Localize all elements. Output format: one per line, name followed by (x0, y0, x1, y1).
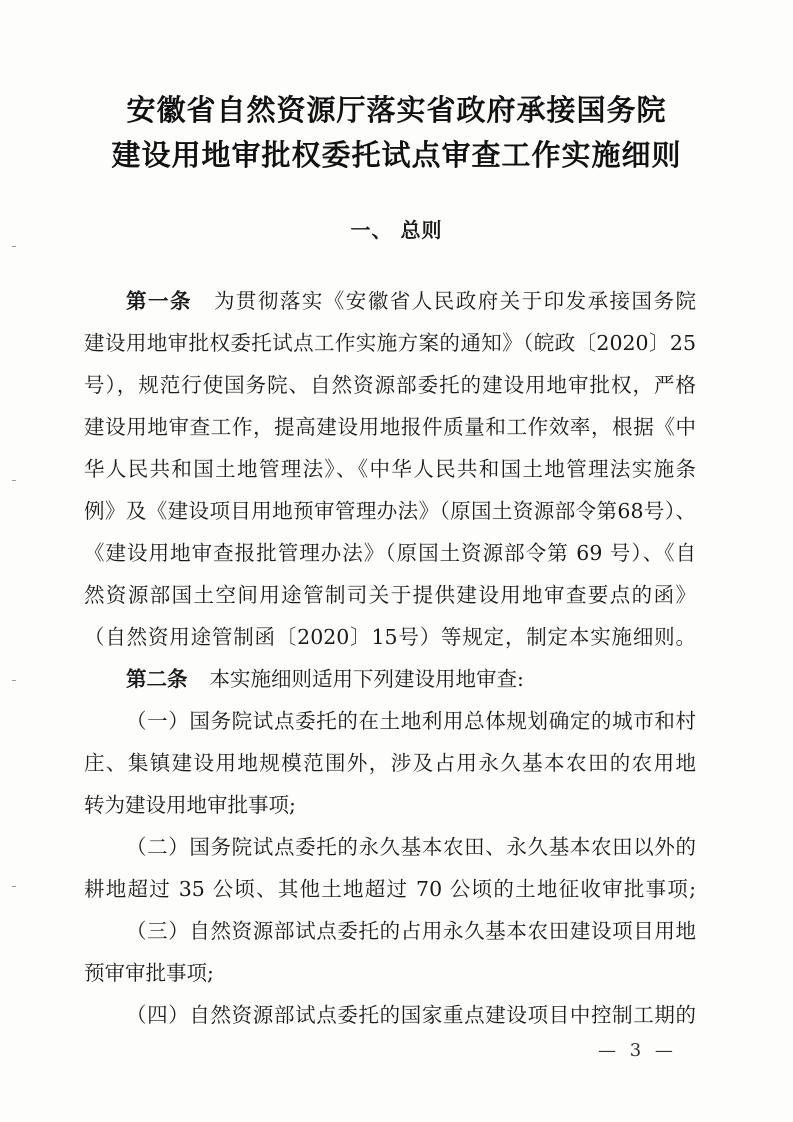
article-1-label: 第一条 (126, 289, 192, 313)
item-2-line-2: 耕地超过 35 公顷、其他土地超过 70 公顷的土地征收审批事项; (84, 877, 696, 901)
article-1-line-4: 建设用地审查工作，提高建设用地报件质量和工作效率，根据《中 (84, 415, 696, 439)
margin-mark (12, 680, 16, 681)
article-1-line-9: （自然资用途管制函〔2020〕15号）等规定，制定本实施细则。 (84, 625, 696, 649)
article-2-line-1 (126, 669, 696, 690)
article-2-intro: 本实施细则适用下列建设用地审查: (209, 667, 524, 691)
item-1-line-1: （一）国务院试点委托的在土地利用总体规划确定的城市和村 (126, 709, 696, 733)
item-3-line-2: 预审审批事项; (84, 961, 214, 985)
article-1-line-3: 号），规范行使国务院、自然资源部委托的建设用地审批权，严格 (84, 373, 696, 397)
section-heading: 一、 总则 (350, 218, 443, 242)
margin-mark (12, 886, 16, 887)
article-1-line-2: 建设用地审批权委托试点工作实施方案的通知》（皖政〔2020〕25 (84, 331, 696, 355)
margin-mark (12, 480, 16, 481)
article-1-text: 为贯彻落实《安徽省人民政府关于印发承接国务院 (213, 289, 696, 313)
article-1-line-8: 然资源部国土空间用途管制司关于提供建设用地审查要点的函》 (84, 583, 696, 607)
document-title-line-2: 建设用地审批权委托试点审查工作实施细则 (111, 138, 682, 172)
article-1-line-5: 华人民共和国土地管理法》、《中华人民共和国土地管理法实施条 (84, 457, 696, 481)
page-number: — 3 — (598, 1040, 677, 1061)
article-1-line-6: 例》及《建设项目用地预审管理办法》（原国土资源部令第68号）、 (84, 499, 696, 523)
item-4-line-1: （四）自然资源部试点委托的国家重点建设项目中控制工期的 (126, 1003, 696, 1027)
margin-mark (12, 246, 16, 247)
item-2-line-1: （二）国务院试点委托的永久基本农田、永久基本农田以外的 (126, 835, 696, 859)
item-1-line-3: 转为建设用地审批事项; (84, 793, 296, 817)
item-1-line-2: 庄、集镇建设用地规模范围外，涉及占用永久基本农田的农用地 (84, 751, 696, 775)
article-1-line-1 (126, 291, 696, 312)
item-3-line-1: （三）自然资源部试点委托的占用永久基本农田建设项目用地 (126, 919, 696, 943)
article-2-label: 第二条 (126, 667, 188, 691)
document-title-line-1: 安徽省自然资源厅落实省政府承接国务院 (126, 93, 667, 127)
article-1-line-7: 《建设用地审查报批管理办法》（原国土资源部令第 69 号）、《自 (84, 541, 696, 565)
